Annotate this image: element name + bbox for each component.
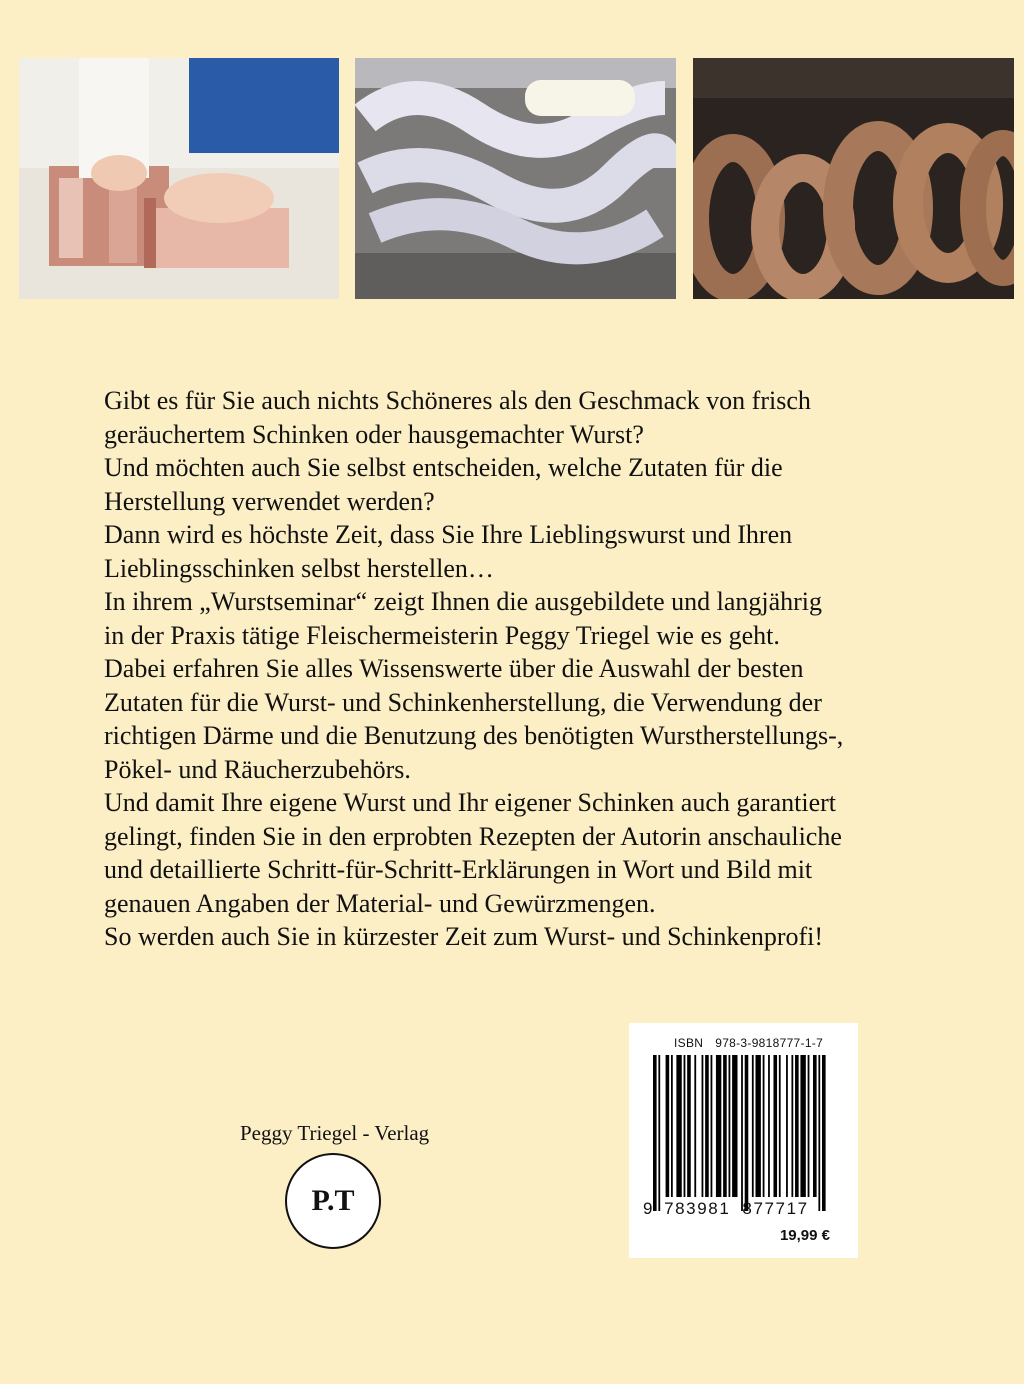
isbn-label: ISBN (674, 1036, 704, 1050)
barcode-bar (716, 1055, 721, 1197)
blurb-line: Und damit Ihre eigene Wurst und Ihr eigener Schinken auch garantiert (104, 788, 836, 817)
barcode-bar (658, 1055, 660, 1211)
barcode-bar (795, 1055, 799, 1197)
isbn-barcode-box (629, 1023, 858, 1258)
barcode-bar (752, 1055, 754, 1197)
barcode-digit-group: 9 (643, 1199, 655, 1218)
barcode-bar (813, 1055, 817, 1197)
publisher-logo (285, 1153, 381, 1249)
barcode-bar (755, 1055, 760, 1197)
photo-cutting-meat (19, 58, 339, 299)
blurb-line: und detaillierte Schritt-für-Schritt-Erklärungen in Wort und Bild mit (104, 855, 813, 884)
barcode-bar (653, 1055, 657, 1211)
barcode-bar (786, 1055, 788, 1197)
barcode-digit-group: 877717 (742, 1199, 809, 1218)
barcode-bar (729, 1055, 731, 1197)
barcode-bar (711, 1055, 713, 1197)
barcode-bar (808, 1055, 810, 1197)
barcode-digit-group: 783981 (664, 1199, 731, 1218)
blurb-line: So werden auch Sie in kürzester Zeit zum Wurst- und Schinkenprofi! (104, 922, 824, 951)
blurb-line: in der Praxis tätige Fleischermeisterin Peggy Triegel wie es geht. (104, 620, 780, 650)
barcode-bar (763, 1055, 765, 1197)
blurb-line: Und möchten auch Sie selbst entscheiden, welche Zutaten für die (104, 453, 783, 482)
publisher-name: Peggy Triegel - Verlag (240, 1121, 430, 1145)
blurb-line: richtigen Därme und die Benutzung des benötigten Wurstherstellungs-, (104, 721, 844, 750)
barcode-bar (768, 1055, 770, 1197)
barcode-bar (684, 1055, 686, 1197)
barcode-bar (676, 1055, 681, 1197)
barcode-bar (723, 1055, 727, 1197)
barcode-bar (687, 1055, 691, 1197)
barcode-bar (666, 1055, 670, 1197)
blurb-line: Dabei erfahren Sie alles Wissenswerte über die Auswahl der besten (104, 654, 804, 683)
barcode-bar (745, 1055, 749, 1211)
barcode-bar (671, 1055, 673, 1197)
blurb-line: Pökel- und Räucherzubehörs. (104, 754, 411, 784)
blurb-line: geräuchertem Schinken oder hausgemachter Wurst? (104, 419, 644, 449)
barcode-bar (822, 1055, 826, 1211)
barcode-bar (818, 1055, 820, 1211)
barcode-bar (800, 1055, 805, 1197)
barcode-bar (779, 1055, 781, 1197)
photo-white-sausages (355, 58, 676, 299)
barcode-bar (773, 1055, 777, 1197)
blurb-line: In ihrem „Wurstseminar“ zeigt Ihnen die ausgebildete und langjährig (104, 587, 823, 616)
isbn-line (674, 1036, 835, 1050)
barcode-bars (653, 1055, 831, 1211)
barcode-digits (643, 1199, 843, 1219)
blurb-line: Dann wird es höchste Zeit, dass Sie Ihre Lieblingswurst und Ihren (104, 520, 793, 549)
barcode-bar (694, 1055, 696, 1197)
price-label: 19,99 € (779, 1227, 830, 1244)
blurb-line: Herstellung verwendet werden? (104, 486, 435, 516)
barcode-bar (702, 1055, 704, 1197)
blurb-line: Lieblingsschinken selbst herstellen… (104, 553, 494, 583)
blurb-line: genauen Angaben der Material- und Gewürzmengen. (104, 888, 656, 918)
barcode-bar (732, 1055, 737, 1197)
barcode-bar (741, 1055, 743, 1211)
barcode-bar (705, 1055, 709, 1197)
blurb-line: Zutaten für die Wurst- und Schinkenherstellung, die Verwendung der (104, 687, 822, 717)
barcode-bar (791, 1055, 793, 1197)
isbn-number: 978-3-9818777-1-7 (715, 1036, 824, 1050)
publisher-logo-text: P.T (311, 1184, 355, 1217)
photo-hanging-sausages (693, 58, 1014, 299)
blurb-line: Gibt es für Sie auch nichts Schöneres als den Geschmack von frisch (104, 386, 811, 415)
blurb-line: gelingt, finden Sie in den erprobten Rezepten der Autorin anschauliche (104, 821, 842, 851)
back-cover-blurb (104, 384, 944, 954)
